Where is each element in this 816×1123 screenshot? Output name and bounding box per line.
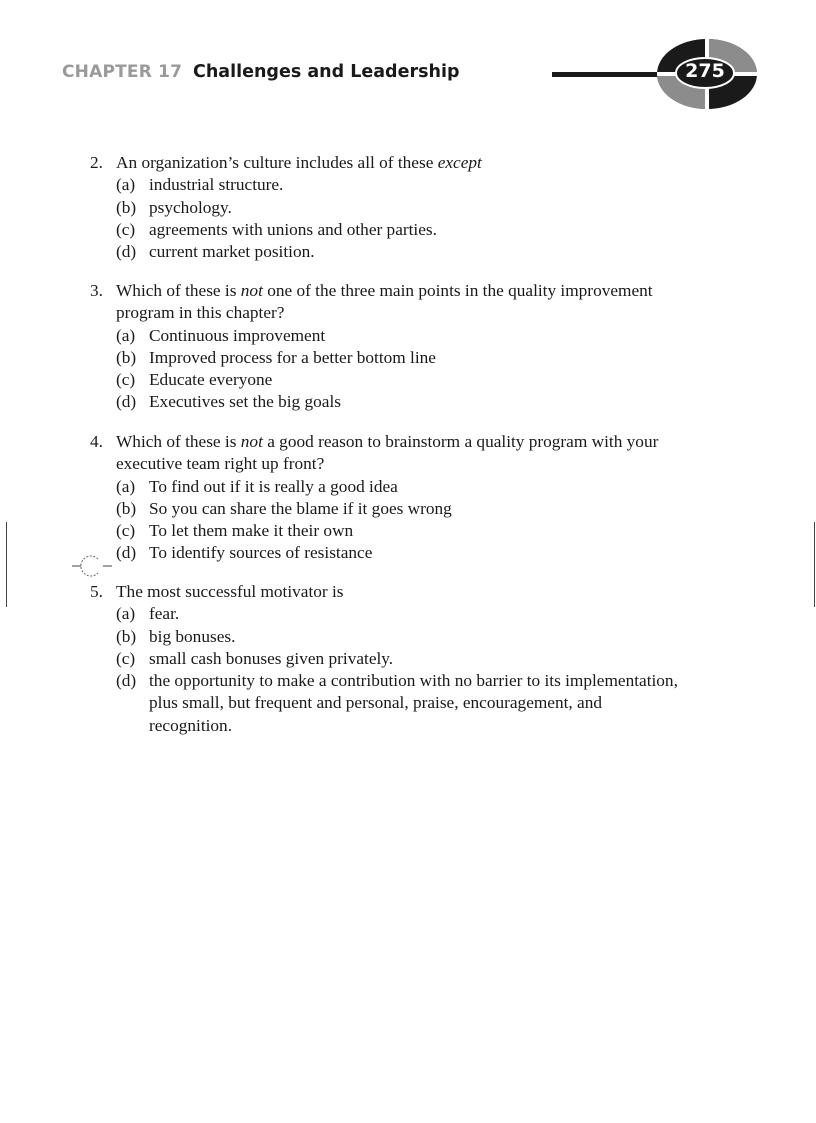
answer-option: (b) So you can share the blame if it goes wrong	[116, 498, 452, 518]
question-5	[90, 581, 680, 737]
question-text: Which of these is not a good reason to brainstorm a quality program with your executive team right up front?	[116, 432, 659, 474]
answer-option: (b) Improved process for a better bottom line	[116, 347, 436, 367]
question-text: The most successful motivator is	[116, 582, 344, 601]
question-3	[90, 280, 680, 414]
question-number: 3.	[90, 281, 103, 300]
page-number: 275	[685, 60, 725, 82]
question-number: 5.	[90, 582, 103, 601]
chapter-title: Challenges and Leadership	[193, 62, 460, 82]
answer-option: (a) fear.	[116, 604, 180, 624]
answer-option: (c) small cash bonuses given privately.	[116, 648, 394, 668]
answer-option: (a) industrial structure.	[116, 175, 284, 195]
question-text: Which of these is not one of the three main points in the quality improvement program in this chapter?	[116, 281, 653, 323]
answer-option: (c) To let them make it their own	[116, 521, 354, 541]
crop-mark-right	[814, 522, 815, 607]
answer-option: (d) Executives set the big goals	[116, 392, 341, 412]
question-number: 4.	[90, 432, 103, 451]
chapter-label: CHAPTER 17	[62, 62, 183, 82]
answer-option: (c) agreements with unions and other parties.	[116, 219, 437, 239]
answer-option: (d) the opportunity to make a contribution with no barrier to its implementation, plus small, but frequent and personal, praise, encouragement, and recognition.	[116, 671, 678, 735]
question-number: 2.	[90, 153, 103, 172]
answer-option: (a) To find out if it is really a good idea	[116, 476, 398, 496]
question-4	[90, 431, 680, 565]
answer-option: (a) Continuous improvement	[116, 325, 326, 345]
answer-option: (d) To identify sources of resistance	[116, 543, 373, 563]
answer-option: (d) current market position.	[116, 242, 315, 262]
answer-option: (c) Educate everyone	[116, 370, 273, 390]
question-2	[90, 152, 680, 263]
question-text: An organization’s culture includes all of these except	[116, 153, 482, 172]
answer-option: (b) big bonuses.	[116, 626, 236, 646]
answer-option: (b) psychology.	[116, 197, 232, 217]
crop-mark-left	[6, 522, 7, 607]
registration-mark-icon	[72, 554, 112, 578]
